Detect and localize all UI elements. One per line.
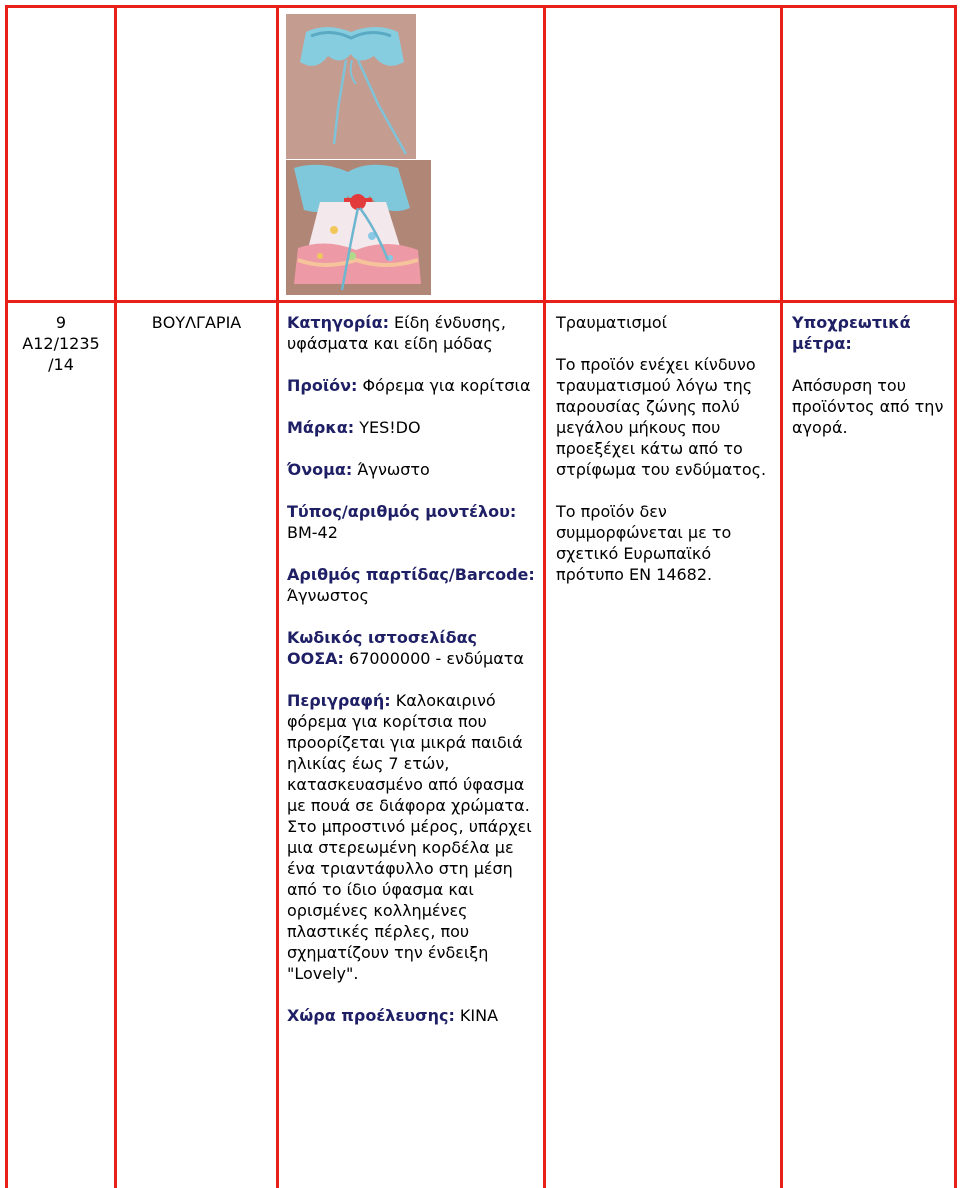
product-description: Περιγραφή: Καλοκαιρινό φόρεμα για κορίτσια που προορίζεται για μικρά παιδιά ηλικίας έως 7 ετών, κατασκευασμένο από ύφασμα με πουά σε διάφορα χρώματα. Στο μπροστινό μέρος, υπάρχει μια στερεωμένη κορδέλα με ένα τριαντάφυλλο στη μέση από το ίδιο ύφασμα και ορισμένες κολλημένες πλαστικές πέρλες, που σχηματίζουν την ένδειξη "Lovely". [287,691,532,983]
product-oecd-code: Κωδικός ιστοσελίδας ΟΟΣΑ: 67000000 - ενδύματα [287,628,524,668]
measures-cell [792,312,950,438]
product-photo-bottom [286,160,431,295]
row-number-cell [8,312,114,375]
measures-value: Απόσυρση του προϊόντος από την αγορά. [792,376,944,437]
product-details-cell [287,312,537,1047]
product-type: Προϊόν: Φόρεμα για κορίτσια [287,376,531,395]
table-border-col1 [114,5,117,1188]
reference-number-line1: A12/1235 [22,334,100,353]
table-border-col4 [780,5,783,1188]
table-border-col2 [276,5,279,1188]
notifying-country: ΒΟΥΛΓΑΡΙΑ [151,313,242,332]
risk-type: Τραυματισμοί [556,313,668,332]
risk-standard: Το προϊόν δεν συμμορφώνεται με το σχετικό Ευρωπαϊκό πρότυπο EN 14682. [556,502,732,584]
table-border-right [954,5,957,1188]
reference-number-line2: /14 [48,355,74,374]
product-origin: Χώρα προέλευσης: ΚΙΝΑ [287,1006,499,1025]
product-name: Όνομα: Άγνωστο [287,460,430,479]
table-row-divider [5,300,957,303]
risk-description: Το προϊόν ενέχει κίνδυνο τραυματισμού λόγω της παρουσίας ζώνης πολύ μεγάλου μήκους που προεξέχει κάτω από το στρίφωμα του ενδύματος. [556,355,767,479]
product-brand: Μάρκα: YES!DO [287,418,421,437]
risk-cell [556,312,774,606]
row-number: 9 [55,313,67,332]
table-border-left [5,5,8,1188]
measures-label: Υποχρεωτικά μέτρα: [792,313,911,353]
table-border-col3 [543,5,546,1188]
table-border-top [5,5,957,8]
product-model: Τύπος/αριθμός μοντέλου: BM-42 [287,502,517,542]
product-batch: Αριθμός παρτίδας/Barcode: Άγνωστος [287,565,535,605]
product-photo-top [286,14,416,159]
country-cell [117,312,276,333]
product-category: Κατηγορία: Είδη ένδυσης, υφάσματα και είδη μόδας [287,313,506,353]
